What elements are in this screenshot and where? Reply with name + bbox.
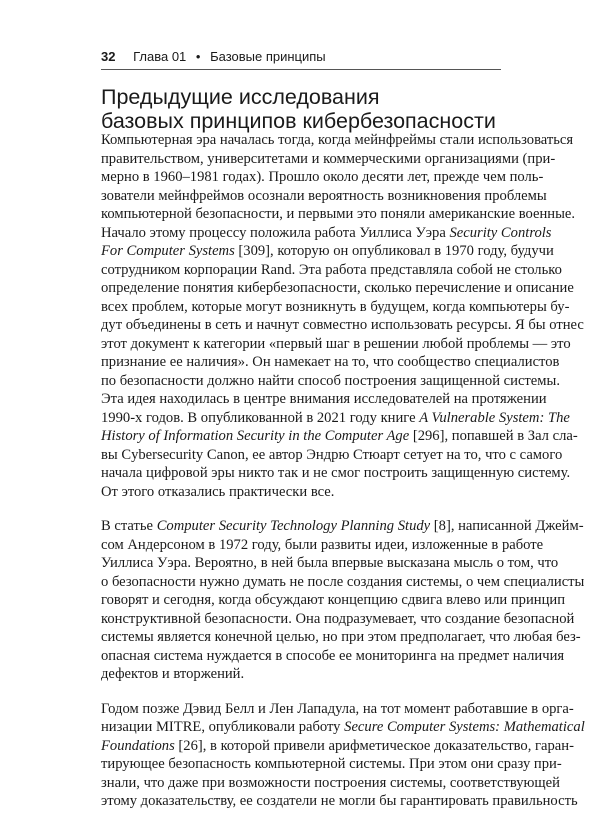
text-line: От этого отказались практически все. [101,483,335,500]
section-label: Базовые принципы [210,49,326,64]
section-title-line: базовых принципов кибербезопасности [101,109,496,133]
text-line: сотрудником корпорации Rand. Эта работа представляла собой не столько [101,261,562,278]
text-run: Начало этому процессу положила работа Уиллиса Уэра [101,224,450,241]
italic-title: Computer Security Technology Planning Study [156,518,431,534]
chapter-label: Глава 01 [133,49,187,64]
text-line: этому доказательству, ее создатели не могли бы гарантировать правильность [101,793,578,809]
text-run: низации MITRE, опубликовали работу [101,719,345,735]
text-line: начала цифровой эры никто так и не смог построить защищенную систему. [101,465,571,481]
body-text [101,131,585,827]
text-line: говорят и сегодня, когда обсуждают концепцию сдвига влево или принцип [101,592,566,608]
text-line: зователи мейнфреймов осознали вероятность возникновения проблемы [101,187,547,204]
text-run: [26], в которой привели арифметическое доказательство, гаран- [174,737,574,754]
text-line [101,409,570,428]
text-line: вы Cybersecurity Canon, ее автор Эндрю Стюарт сетует на то, что с самого [101,446,563,463]
text-run: 1990-х годов. В опубликованной в 2021 году книге [101,409,420,426]
text-line: всех проблем, которые могут возникнуть в будущем, когда компьютеры бу- [101,298,570,315]
text-line: дефектов и вторжений. [101,666,245,682]
text-line: тирующее безопасность компьютерной системы. При этом они сразу при- [101,756,562,772]
text-line: конструктивной безопасности. Она подразумевает, что создание безопасной [101,610,575,627]
italic-title: For Computer Systems [101,243,235,259]
paragraph-2 [101,517,585,684]
header-rule [101,69,501,70]
text-line: мерно в 1960–1981 годах). Прошло около десяти лет, прежде чем поль- [101,169,544,185]
text-line: компьютерной безопасности, и первыми это поняли американские военные. [101,206,576,222]
text-line: этот документ к категории «первый шаг в решении любой проблемы — это [101,335,571,352]
text-line: Годом позже Дэвид Белл и Лен Лападула, на тот момент работавшие в орга- [101,700,574,717]
section-title-line: Предыдущие исследования [101,85,380,109]
text-line: дут объединены в сеть и начнут совместно использовать ресурсы. Я бы отнес [101,317,584,333]
text-line: Уиллиса Уэра. Вероятно, в ней была впервые высказана мысль о том, что [101,555,559,571]
text-line: системы является конечной целью, но при этом предполагает, что любая без- [101,629,581,645]
italic-title: Security Controls [449,224,552,241]
page-number: 32 [101,49,116,64]
italic-title: A Vulnerable System: The [419,409,570,426]
text-line [101,517,584,536]
paragraph-3 [101,700,585,811]
text-line [101,718,585,737]
text-line: определение понятия кибербезопасности, сколько перечисление и описание [101,280,574,296]
text-line: о безопасности нужно думать не после создания системы, о чем специалисты [101,573,585,590]
text-line: Компьютерная эра началась тогда, когда мейнфреймы стали использоваться [101,132,574,148]
text-run: [296], попавшей в Зал сла- [409,428,578,444]
text-line [101,242,554,261]
italic-title: History of Information Security in the Computer Age [101,428,410,444]
paragraph-1 [101,131,584,501]
header-bullet: • [195,49,201,64]
text-line: признание ее наличия». Он намекает на то, что сообщество специалистов [101,354,560,370]
section-title [101,85,501,133]
text-line: знали, что даже при возможности построения системы, соответствующей [101,774,560,791]
text-line [101,224,552,243]
text-run: В статье [101,518,157,534]
text-line [101,737,574,756]
running-header [101,48,501,66]
italic-title: Foundations [101,737,175,754]
text-line: правительством, университетами и коммерческими организациями (при- [101,150,556,167]
text-line: по безопасности должно найти способ построения защищенной системы. [101,372,560,389]
text-line: сом Андерсоном в 1972 году, были развиты идеи, изложенные в работе [101,536,544,553]
text-line [101,427,578,446]
text-line: Эта идея находилась в центре внимания исследователей на протяжении [101,391,547,407]
italic-title: Secure Computer Systems: Mathematical [344,719,585,735]
text-line: опасная система нуждается в способе ее мониторинга на предмет наличия [101,647,565,664]
text-run: [8], написанной Джейм- [430,518,584,534]
text-run: [309], которую он опубликовал в 1970 году, будучи [234,243,554,259]
